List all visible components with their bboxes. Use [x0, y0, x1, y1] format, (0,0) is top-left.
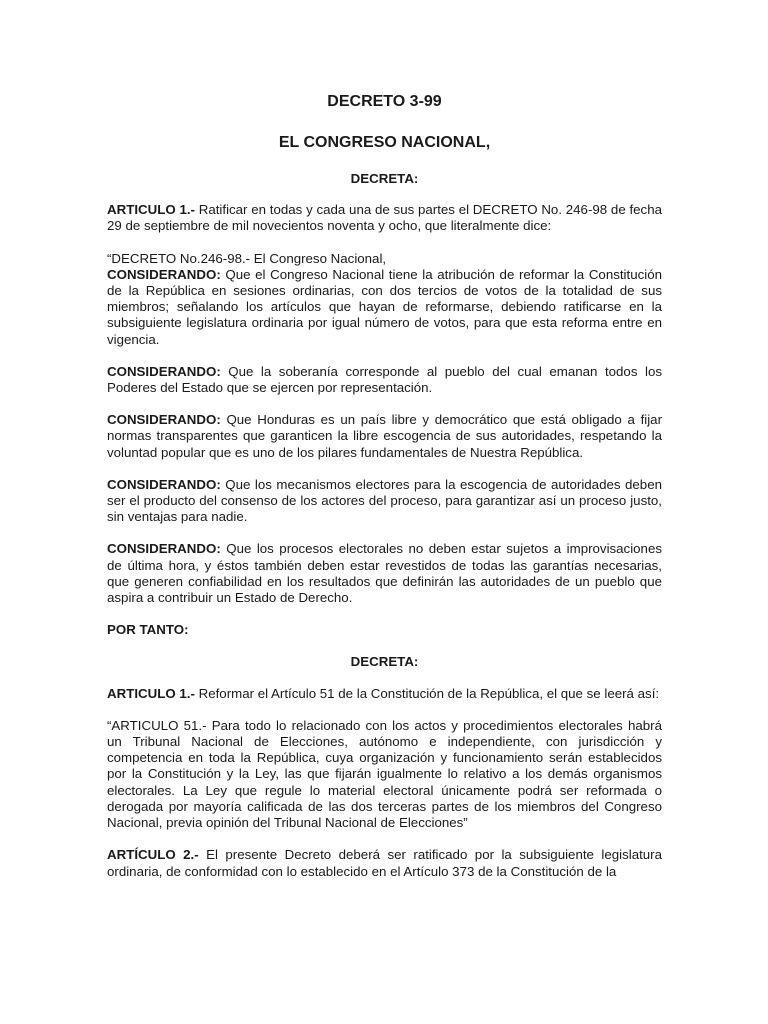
decree-title: DECRETO 3-99	[327, 93, 442, 110]
issuer-heading: EL CONGRESO NACIONAL,	[278, 134, 491, 151]
considerando-3	[107, 412, 662, 461]
reform-article-2	[107, 847, 662, 879]
por-tanto-label: POR TANTO:	[107, 622, 189, 638]
por-tanto-heading	[107, 622, 662, 638]
considerando-1	[107, 267, 662, 348]
considerando-text: Que Honduras es un país libre y democrático que está obligado a fijar normas transparentes que garanticen la libre escogencia de sus autoridades, respetando la voluntad popular que es uno de los pilares fundamentales de Nuestra República.	[107, 412, 662, 460]
article-1-ratify	[107, 202, 662, 234]
considerando-text: Que la soberanía corresponde al pueblo del cual emanan todos los Poderes del Estado que se ejercen por representación.	[107, 363, 662, 396]
reform-article-1-text: Reformar el Artículo 51 de la Constitución de la República, el que se leerá así:	[194, 685, 660, 701]
considerando-text: Que los procesos electorales no deben estar sujetos a improvisaciones de última hora, y éstos también deben estar revestidos de todas las garantías necesarias, que generen confiabilidad en los resultados que definirán las autoridades de un pueblo que aspira a contribuir un Estado de Derecho.	[107, 541, 662, 606]
considerando-2	[107, 364, 662, 396]
reform-article-1	[107, 686, 662, 702]
considerando-label: CONSIDERANDO:	[107, 541, 221, 557]
reform-article-2-label: ARTÍCULO 2.-	[107, 847, 199, 863]
considerando-label: CONSIDERANDO:	[107, 363, 221, 379]
considerando-label: CONSIDERANDO:	[107, 476, 221, 492]
quote-intro: “DECRETO No.246-98.- El Congreso Nacional,	[107, 250, 387, 266]
considerando-text: Que el Congreso Nacional tiene la atribución de reformar la Constitución de la República en sesiones ordinarias, con dos tercios de votos de la totalidad de sus miembros; señalando los artículos que hayan de reformarse, debiendo ratificarse en la subsiguiente legislatura ordinaria por igual número de votos, para que esta reforma entre en vigencia.	[107, 266, 662, 347]
considerando-text: Que los mecanismos electores para la escogencia de autoridades deben ser el producto del consenso de los actores del proceso, para garantizar así un proceso justo, sin ventajas para nadie.	[107, 476, 662, 525]
considerando-4	[107, 477, 662, 526]
article-1-label: ARTICULO 1.-	[107, 202, 195, 218]
article-1-text: Ratificar en todas y cada una de sus partes el DECRETO No. 246-98 de fecha 29 de septiembre de mil novecientos noventa y ocho, que literalmente dice:	[107, 202, 662, 234]
reform-article-1-label: ARTICULO 1.-	[107, 685, 195, 701]
decreta-heading-1: DECRETA:	[350, 171, 419, 186]
considerando-5	[107, 541, 662, 606]
considerando-label: CONSIDERANDO:	[107, 412, 221, 428]
decreta-heading-2: DECRETA:	[350, 654, 419, 670]
reform-article-2-text: El presente Decreto deberá ser ratificado por la subsiguiente legislatura ordinaria, de conformidad con lo establecido en el Artículo 373 de la Constitución de la	[107, 847, 662, 879]
considerando-label: CONSIDERANDO:	[107, 266, 221, 282]
article-51-quote: “ARTICULO 51.- Para todo lo relacionado con los actos y procedimientos electorales habrá un Tribunal Nacional de Elecciones, autónomo e independiente, con jurisdicción y competencia en toda la República, cuya organización y funcionamiento serán establecidos por la Constitución y la Ley, las que fijarán igualmente lo relativo a los demás organismos electorales. La Ley que regule lo material electoral únicamente podrá ser reformada o derogada por mayoría calificada de las dos terceras partes de los miembros del Congreso Nacional, previa opinión del Tribunal Nacional de Elecciones”	[107, 717, 662, 831]
